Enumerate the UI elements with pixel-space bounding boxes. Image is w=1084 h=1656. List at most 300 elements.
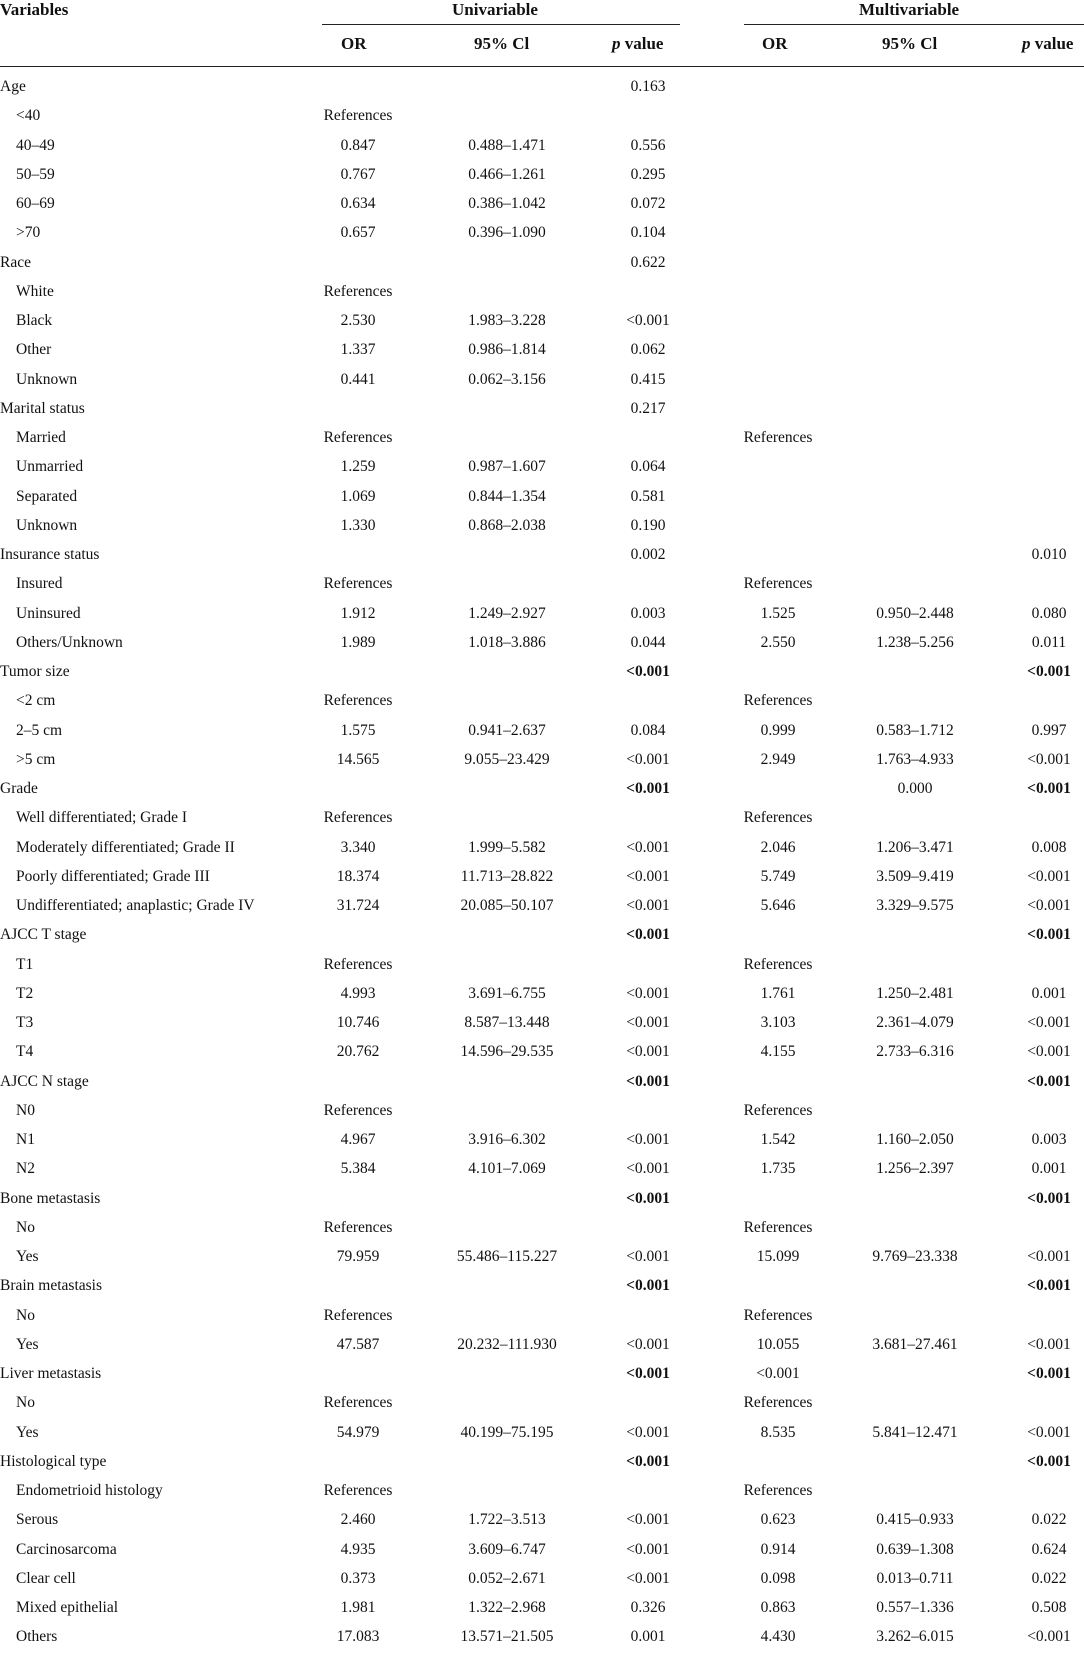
univariable-ci-cell: 0.941–2.637 [468,721,546,739]
variable-cell: Uninsured [16,604,81,622]
multivariable-ci-cell: 3.681–27.461 [872,1335,958,1353]
univariable-p-cell: 0.622 [630,253,666,271]
table-row [0,165,1084,194]
table-row [0,662,1084,691]
variable-cell: >70 [16,224,41,242]
variable-cell: N2 [16,1160,35,1178]
table-row [0,604,1084,633]
univariable-p-cell: 0.295 [630,165,666,183]
univariable-or-cell: 1.981 [340,1599,376,1616]
multivariable-or-cell: 1.542 [760,1131,796,1148]
header-ci: 95% Cl [474,34,530,53]
univariable-ci-cell: 3.916–6.302 [468,1131,546,1148]
univariable-or-cell: 1.989 [340,633,376,651]
multivariable-or-cell: 0.999 [760,721,796,739]
table-row [0,838,1084,867]
univariable-ci-cell: 0.386–1.042 [468,195,546,212]
multivariable-or-cell: 10.055 [756,1335,800,1353]
univariable-p-cell: <0.001 [626,1131,670,1148]
table-row [0,370,1084,399]
variable-cell: Bone metastasis [0,1189,101,1207]
univariable-ci-cell: 8.587–13.448 [464,1014,550,1031]
univariable-p-cell: 0.002 [630,546,666,563]
univariable-or-cell: References [323,282,393,300]
multivariable-ci-cell: 1.763–4.933 [876,750,954,768]
univariable-p-cell: <0.001 [626,1569,670,1587]
table-row [0,896,1084,925]
header-p-rest: value [624,34,664,53]
table-row [0,1218,1084,1247]
univariable-p-cell: <0.001 [626,1277,670,1295]
univariable-p-cell: <0.001 [626,1072,670,1090]
variable-cell: <2 cm [16,692,56,710]
univariable-p-cell: <0.001 [626,1248,670,1265]
univariable-ci-cell: 0.052–2.671 [468,1569,546,1587]
univariable-or-cell: References [323,1218,393,1236]
univariable-ci-cell: 14.596–29.535 [460,1043,554,1061]
univariable-p-cell: 0.581 [630,487,666,505]
univariable-or-cell: 0.634 [340,195,376,212]
table-row [0,955,1084,984]
variable-cell: Poorly differentiated; Grade III [16,867,210,885]
variable-cell: >5 cm [16,750,56,768]
multivariable-p-cell: <0.001 [1027,1423,1071,1441]
table-row [0,282,1084,311]
multivariable-p-cell: 0.001 [1031,984,1067,1002]
multivariable-p-cell: 0.001 [1031,1160,1067,1178]
univariable-ci-cell: 55.486–115.227 [456,1248,558,1265]
variable-cell: 40–49 [16,136,55,154]
multivariable-ci-cell: 1.160–2.050 [876,1131,954,1148]
univariable-p-cell: 0.072 [630,195,666,212]
variable-cell: T1 [16,955,34,973]
multivariable-p-cell: <0.001 [1027,1248,1071,1265]
multivariable-or-cell: References [743,1218,813,1236]
univariable-ci-cell: 1.983–3.228 [468,312,546,329]
univariable-or-cell: 0.847 [340,136,376,154]
multivariable-or-cell: 0.623 [760,1511,796,1529]
variable-cell: 50–59 [16,165,55,183]
variable-cell: No [16,1306,35,1324]
multivariable-or-cell: 0.914 [760,1540,796,1558]
header-p-italic: p [612,34,621,53]
univariable-or-cell: 4.935 [340,1540,376,1558]
multivariable-p-cell: <0.001 [1027,1189,1071,1207]
variable-cell: Unknown [16,370,78,388]
variable-cell: N0 [16,1101,35,1119]
univariable-p-cell: <0.001 [626,897,670,914]
univariable-or-cell: 0.657 [340,224,376,242]
header-variables: Variables [0,0,69,19]
univariable-or-cell: References [323,1101,393,1119]
univariable-or-cell: References [323,107,393,125]
multivariable-p-cell: 0.508 [1031,1599,1067,1616]
multivariable-or-cell: 8.535 [760,1423,796,1441]
table-row [0,136,1084,165]
univariable-ci-cell: 40.199–75.195 [460,1423,554,1441]
table-row [0,1452,1084,1481]
univariable-ci-cell: 0.396–1.090 [468,224,546,242]
multivariable-p-cell: 0.003 [1031,1131,1067,1148]
multivariable-p-cell: <0.001 [1027,1335,1071,1353]
multivariable-ci-cell: 0.950–2.448 [876,604,954,622]
table-row [0,1072,1084,1101]
table-row [0,77,1084,106]
table-row [0,867,1084,896]
univariable-p-cell: <0.001 [626,1160,670,1178]
univariable-ci-cell: 1.322–2.968 [468,1599,546,1616]
univariable-p-cell: <0.001 [626,838,670,856]
univariable-p-cell: 0.104 [630,224,666,242]
variable-cell: 60–69 [16,195,55,212]
table-row [0,808,1084,837]
multivariable-p-cell: 0.080 [1031,604,1067,622]
univariable-p-cell: <0.001 [626,926,670,944]
multivariable-p-cell: <0.001 [1027,1452,1071,1470]
variable-cell: Tumor size [0,663,70,680]
univariable-p-cell: <0.001 [626,1511,670,1529]
variable-cell: Age [0,78,26,95]
multivariable-or-cell: <0.001 [756,1365,800,1382]
multivariable-ci-cell: 3.509–9.419 [876,867,954,885]
variable-cell: Carcinosarcoma [16,1540,117,1558]
univariable-ci-cell: 1.722–3.513 [468,1511,546,1529]
univariable-p-cell: 0.190 [630,516,666,534]
multivariable-p-cell: 0.008 [1031,838,1067,856]
multivariable-p-cell: <0.001 [1027,1014,1071,1031]
multivariable-or-cell: 1.761 [760,984,796,1002]
multivariable-p-cell: 0.011 [1031,633,1067,651]
univariable-p-cell: <0.001 [626,1189,670,1207]
table-row [0,691,1084,720]
multivariable-or-cell: 0.098 [760,1569,796,1587]
univariable-or-cell: 14.565 [336,750,380,768]
table-row [0,106,1084,135]
multivariable-ci-cell: 3.329–9.575 [876,897,954,914]
univariable-ci-cell: 1.249–2.927 [468,604,546,622]
univariable-or-cell: 54.979 [336,1423,380,1441]
multivariable-ci-cell: 9.769–23.338 [872,1248,958,1265]
multivariable-or-cell: References [743,429,813,446]
multivariable-p-cell: <0.001 [1027,1072,1071,1090]
multivariable-or-cell: 5.646 [760,897,796,914]
univariable-ci-cell: 3.609–6.747 [468,1540,546,1558]
multivariable-p-cell: <0.001 [1027,750,1071,768]
univariable-or-cell: 17.083 [336,1628,380,1646]
variable-cell: Race [0,253,31,271]
univariable-or-cell: 31.724 [336,897,380,914]
multivariable-or-cell: 0.863 [760,1599,796,1616]
univariable-or-cell: References [323,809,393,827]
univariable-or-cell: 4.967 [340,1131,376,1148]
univariable-or-cell: References [323,1306,393,1324]
multivariable-p-cell: 0.010 [1031,546,1067,563]
table-row [0,984,1084,1013]
variable-cell: <40 [16,107,41,125]
multivariable-p-cell: <0.001 [1027,1628,1071,1646]
table-row [0,721,1084,750]
univariable-p-cell: 0.001 [630,1628,666,1646]
multivariable-or-cell: References [743,1482,813,1499]
univariable-p-cell: <0.001 [626,1335,670,1353]
univariable-or-cell: 1.259 [340,458,376,476]
variable-cell: 2–5 cm [16,721,63,739]
table-row [0,1364,1084,1393]
univariable-ci-cell: 11.713–28.822 [460,867,554,885]
univariable-ci-cell: 0.987–1.607 [468,458,546,476]
univariable-p-cell: <0.001 [626,1365,670,1382]
multivariable-or-cell: 2.949 [760,750,796,768]
variable-cell: Histological type [0,1452,107,1470]
multivariable-p-cell: <0.001 [1027,1043,1071,1061]
multivariable-p-cell: <0.001 [1027,1277,1071,1295]
univariable-or-cell: 10.746 [336,1014,380,1031]
table-row [0,779,1084,808]
univariable-or-cell: References [323,1482,393,1499]
univariable-or-cell: 1.330 [340,516,376,534]
multivariable-ci-cell: 0.013–0.711 [876,1569,954,1587]
univariable-ci-cell: 20.232–111.930 [457,1335,557,1353]
multivariable-ci-cell: 0.000 [897,780,933,797]
multivariable-ci-cell: 0.583–1.712 [876,721,954,739]
multivariable-or-cell: 2.550 [760,633,796,651]
univariable-p-cell: <0.001 [626,750,670,768]
table-row [0,1306,1084,1335]
univariable-or-cell: References [323,575,393,593]
univariable-ci-cell: 0.062–3.156 [468,370,546,388]
univariable-p-cell: 0.044 [630,633,666,651]
table-row [0,253,1084,282]
univariable-p-cell: <0.001 [626,312,670,329]
variable-cell: Yes [16,1423,39,1441]
table-row [0,223,1084,252]
multivariable-or-cell: 15.099 [756,1248,800,1265]
univariable-p-cell: <0.001 [626,1423,670,1441]
multivariable-p-cell: <0.001 [1027,780,1071,797]
univariable-p-cell: <0.001 [626,867,670,885]
univariable-or-cell: 0.441 [340,370,376,388]
multivariable-ci-cell: 3.262–6.015 [876,1628,954,1646]
table-row [0,399,1084,428]
univariable-or-cell: 18.374 [336,867,380,885]
table-row [0,1013,1084,1042]
header-or: OR [341,34,367,53]
multivariable-or-cell: References [743,1306,813,1324]
table-row [0,457,1084,486]
variable-cell: Separated [16,487,78,505]
univariable-or-cell: 3.340 [340,838,376,856]
variable-cell: T3 [16,1014,34,1031]
multivariable-ci-cell: 0.639–1.308 [876,1540,954,1558]
variable-cell: Moderately differentiated; Grade II [16,838,235,856]
multivariable-or-cell: 2.046 [760,838,796,856]
univariable-or-cell: References [323,955,393,973]
multivariable-or-cell: References [743,1394,813,1412]
univariable-p-cell: 0.163 [630,78,666,95]
table-row [0,1101,1084,1130]
univariable-or-cell: 0.373 [340,1569,376,1587]
multivariable-p-cell: <0.001 [1027,897,1071,914]
univariable-p-cell: 0.415 [630,370,666,388]
univariable-or-cell: 79.959 [336,1248,380,1265]
variable-cell: Others [16,1628,58,1646]
variable-cell: T4 [16,1043,34,1061]
univariable-ci-cell: 4.101–7.069 [468,1160,546,1178]
table-row [0,516,1084,545]
univariable-p-cell: <0.001 [626,1540,670,1558]
univariable-or-cell: 1.069 [340,487,376,505]
univariable-p-cell: <0.001 [626,1452,670,1470]
variable-cell: Insurance status [0,546,100,563]
univariable-or-cell: 1.912 [340,604,376,622]
table-row [0,1540,1084,1569]
table-row [0,1481,1084,1510]
variable-cell: White [16,282,54,300]
multivariable-p-cell: 0.022 [1031,1569,1067,1587]
multivariable-or-cell: 4.155 [760,1043,796,1061]
multivariable-ci-cell: 0.415–0.933 [876,1511,954,1529]
univariable-ci-cell: 0.844–1.354 [468,487,546,505]
univariable-p-cell: <0.001 [626,1043,670,1061]
table-row [0,1569,1084,1598]
multivariable-ci-cell: 0.557–1.336 [876,1599,954,1616]
multivariable-p-cell: <0.001 [1027,663,1071,680]
univariable-or-cell: References [323,692,393,710]
multivariable-p-cell: 0.997 [1031,721,1067,739]
header-multi-ci: 95% Cl [882,34,938,53]
univariable-or-cell: 2.460 [340,1511,376,1529]
variable-cell: Clear cell [16,1569,76,1587]
multivariable-ci-cell: 1.206–3.471 [876,838,954,856]
table-row [0,1159,1084,1188]
table-row [0,750,1084,779]
variable-cell: Black [16,312,53,329]
table-row [0,1130,1084,1159]
univariable-ci-cell: 0.488–1.471 [468,136,546,154]
multivariable-ci-cell: 5.841–12.471 [872,1423,958,1441]
univariable-p-cell: 0.326 [630,1599,666,1616]
multivariable-p-cell: <0.001 [1027,867,1071,885]
table-row [0,487,1084,516]
variable-cell: Grade [0,780,38,797]
variable-cell: Brain metastasis [0,1277,103,1295]
multivariable-p-cell: 0.624 [1031,1540,1067,1558]
multivariable-or-cell: 3.103 [760,1014,796,1031]
multivariable-or-cell: References [743,1101,813,1119]
univariable-p-cell: 0.084 [630,721,666,739]
variable-cell: Yes [16,1335,39,1353]
univariable-p-cell: 0.556 [630,136,666,154]
table-row [0,340,1084,369]
univariable-ci-cell: 3.691–6.755 [468,984,546,1002]
multivariable-p-cell: <0.001 [1027,926,1071,944]
univariable-ci-cell: 1.999–5.582 [468,838,546,856]
header-multi-or: OR [762,34,788,53]
multivariable-ci-cell: 2.733–6.316 [876,1043,954,1061]
table-row [0,428,1084,457]
multivariable-or-cell: 4.430 [760,1628,796,1646]
variable-cell: Marital status [0,399,85,417]
multivariable-or-cell: 1.735 [760,1160,796,1178]
variable-cell: Well differentiated; Grade I [16,809,188,827]
univariable-or-cell: 2.530 [340,312,376,329]
univariable-p-cell: 0.217 [630,399,666,417]
univariable-or-cell: 5.384 [340,1160,376,1178]
header-multi-p-rest: value [1034,34,1074,53]
multivariable-or-cell: References [743,692,813,710]
variable-cell: Insured [16,575,63,593]
multivariable-or-cell: 5.749 [760,867,796,885]
multivariable-ci-cell: 2.361–4.079 [876,1014,954,1031]
univariable-p-cell: <0.001 [626,663,670,680]
variable-cell: Liver metastasis [0,1365,102,1382]
table-row [0,1335,1084,1364]
header-univariable: Univariable [452,0,538,19]
variable-cell: Unmarried [16,458,84,476]
univariable-ci-cell: 0.466–1.261 [468,165,546,183]
table-row [0,633,1084,662]
table-row [0,1189,1084,1218]
variable-cell: Married [16,429,66,446]
univariable-p-cell: <0.001 [626,1014,670,1031]
table-row [0,925,1084,954]
table-row [0,545,1084,574]
univariable-ci-cell: 9.055–23.429 [464,750,550,768]
multivariable-ci-cell: 1.256–2.397 [876,1160,954,1178]
multivariable-p-cell: <0.001 [1027,1365,1071,1382]
variable-cell: Other [16,341,52,359]
variable-cell: Others/Unknown [16,633,123,651]
univariable-or-cell: 4.993 [340,984,376,1002]
table-row [0,1598,1084,1627]
multivariable-or-cell: 1.525 [760,604,796,622]
table-row [0,1510,1084,1539]
variable-cell: AJCC T stage [0,926,87,944]
table-row [0,311,1084,340]
multivariable-p-cell: 0.022 [1031,1511,1067,1529]
univariable-ci-cell: 13.571–21.505 [460,1628,554,1646]
variable-cell: No [16,1218,35,1236]
univariable-p-cell: 0.064 [630,458,666,476]
multivariable-ci-cell: 1.250–2.481 [876,984,954,1002]
table-row [0,1423,1084,1452]
univariable-or-cell: References [323,1394,393,1412]
table-row [0,1247,1084,1276]
univariable-or-cell: 20.762 [336,1043,380,1061]
multivariable-or-cell: References [743,809,813,827]
univariable-ci-cell: 20.085–50.107 [460,897,554,914]
univariable-or-cell: 47.587 [336,1335,380,1353]
univariable-p-cell: <0.001 [626,780,670,797]
table-row [0,194,1084,223]
multivariable-ci-cell: 1.238–5.256 [876,633,954,651]
table-row [0,1276,1084,1305]
variable-cell: Unknown [16,516,78,534]
univariable-or-cell: References [323,429,393,446]
variable-cell: Undifferentiated; anaplastic; Grade IV [16,897,255,914]
univariable-p-cell: <0.001 [626,984,670,1002]
variable-cell: T2 [16,984,34,1002]
univariable-ci-cell: 0.868–2.038 [468,516,546,534]
variable-cell: Endometrioid histology [16,1482,163,1499]
univariable-p-cell: 0.062 [630,341,666,359]
univariable-ci-cell: 0.986–1.814 [468,341,546,359]
table-row [0,574,1084,603]
header-multi-p-italic: p [1022,34,1031,53]
variable-cell: No [16,1394,35,1412]
univariable-or-cell: 1.337 [340,341,376,359]
variable-cell: AJCC N stage [0,1072,89,1090]
